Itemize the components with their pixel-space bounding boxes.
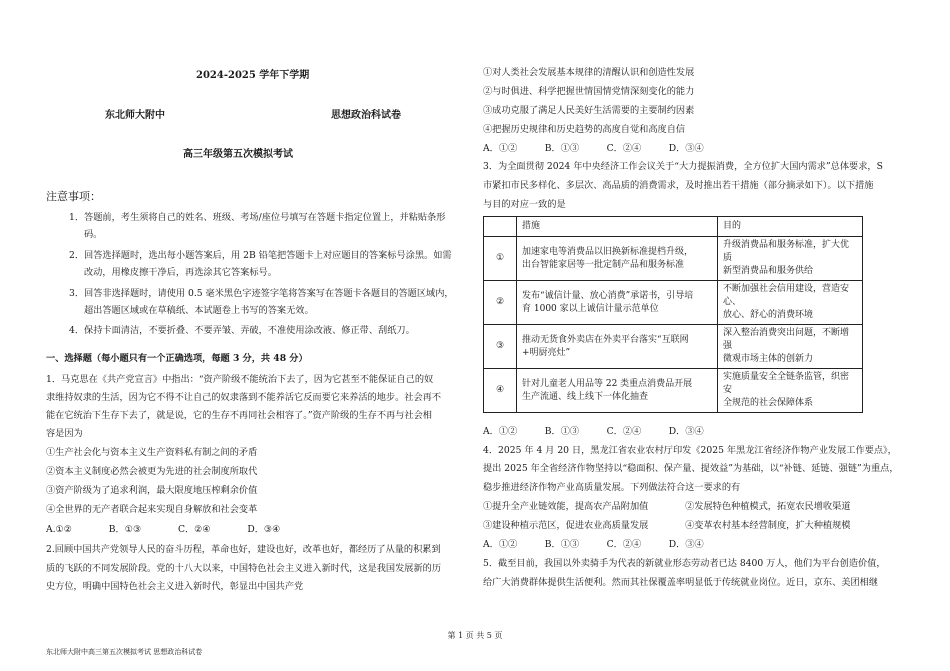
measure-line: 推动无货食外卖店在外卖平台落实“互联网 (522, 334, 689, 345)
table-row (484, 281, 863, 325)
goal-line: 微观市场主体的创新力 (723, 354, 814, 364)
row-number: ② (484, 281, 517, 325)
goal-line: 全规范的社会保障体系 (723, 398, 814, 408)
goal-line: 深入整治消费突出问题，不断增强 (723, 328, 850, 351)
row-number: ① (484, 237, 517, 281)
goal-line: 升级消费品和服务标准，扩大优质 (723, 240, 850, 263)
question-text: 容是因为 (46, 428, 83, 439)
question-text: 2.回顾中国共产党领导人民的奋斗历程，革命也好，建设也好，改革也好，都经历了从量的积累到 (46, 544, 441, 555)
option-line: ①提升全产业链效能，提高农产品附加值 ②发展特色种植模式，拓宽农民增收渠道 (483, 501, 851, 512)
question-text: 5．截至目前，我国以外卖骑手为代表的新就业形态劳动者已达 8400 万人，他们为平台创造价值， (483, 558, 886, 569)
question-text: 提出 2025 年全省经济作物坚持以“稳面积、保产量、提效益”为基础，以“补链、延链、强链”为重点， (483, 463, 899, 474)
option-line: ①对人类社会发展基本规律的清醒认识和创造性发展 (483, 67, 695, 78)
notice-line: 改动，用橡皮擦干净后，再选涂其它答案标号。 (84, 267, 277, 278)
page-number: 第 1 页 共 5 页 (447, 631, 503, 640)
measure-line: 加速家电等消费品以旧换新标准提档升级， (522, 246, 694, 257)
question-text: 1．马克思在《共产党宣言》中指出：“资产阶级不能统治下去了，因为它甚至不能保证自己的奴 (46, 374, 434, 385)
answer-choices: A．①② B．①③ C．②④ D．③④ (483, 539, 704, 550)
notice-line: 2．回答选择题时，选出每小题答案后，用 2B 铅笔把答题卡上对应题目的答案标号涂黑。如需 (69, 250, 452, 261)
measure-line: 生产流通、线上线下一体化抽查 (522, 391, 649, 402)
table-header-cell (484, 217, 517, 237)
measure-line: 出台智能家居等一批定制产品和服务标准 (522, 259, 685, 270)
notice-line: 4．保持卡面清洁，不要折叠、不要弄皱、弄破，不准使用涂改液、修正带、刮纸刀。 (69, 325, 415, 336)
subject-title: 思想政治科试卷 (331, 110, 401, 121)
notice-line: 3．回答非选择题时，请使用 0.5 毫米黑色字迹签字笔将答案写在答题卡各题目的答题区域内， (69, 288, 454, 299)
measure-cell (517, 281, 718, 325)
question-text: 与目的对应一致的是 (483, 199, 566, 210)
notice-line: 1．答题前，考生须将自己的姓名、班级、考场/座位号填写在答题卡指定位置上，并粘贴条形 (69, 212, 446, 223)
table-row (484, 369, 863, 413)
answer-choices: A．①② B．①③ C．②④ D．③④ (483, 143, 704, 154)
option-line: ①生产社会化与资本主义生产资料私有制之间的矛盾 (46, 447, 258, 458)
question-text: 稳步推进经济作物产业高质量发展。下列做法符合这一要求的有 (483, 482, 741, 493)
goal-cell (718, 369, 863, 413)
question-text: 隶维持奴隶的生活，因为它不得不让自己的奴隶落到不能养活它反而要它来养活的地步。社会再不 (46, 392, 442, 403)
option-line: ②资本主义制度必然会被更为先进的社会制度所取代 (46, 466, 258, 477)
question-text: 市紧扣市民多样化、多层次、高品质的消费需求，及时推出若干措施（部分摘录如下）。以下措施 (483, 180, 874, 191)
exam-title: 高三年级第五次模拟考试 (183, 149, 293, 160)
measure-line: 针对儿童老人用品等 22 类重点消费品开展 (522, 378, 693, 389)
measures-table (483, 216, 863, 413)
exam-year: 2024-2025 学年下学期 (196, 70, 310, 81)
table-header-cell: 目的 (718, 217, 863, 237)
measure-line: 发布“诚信计量、放心消费”承诺书，引导培 (522, 290, 694, 301)
goal-cell (718, 325, 863, 369)
measure-line: 育 1000 家以上诚信计量示范单位 (522, 303, 659, 314)
table-row (484, 237, 863, 281)
measure-line: +明厨亮灶” (522, 347, 571, 358)
measure-cell (517, 237, 718, 281)
question-text: 给广大消费群体提供生活便利。然而其社保覆盖率明显低于传统就业岗位。近日，京东、美团相继 (483, 577, 879, 588)
option-line: ③资产阶级为了追求利润，最大限度地压榨剩余价值 (46, 485, 258, 496)
row-number: ③ (484, 325, 517, 369)
row-number: ④ (484, 369, 517, 413)
question-text: 质的飞跃的不同发展阶段。党的十八大以来，中国特色社会主义进入新时代，这是我国发展新的历 (46, 563, 442, 574)
answer-choices: A.①② B．①③ C．②④ D．③④ (46, 524, 281, 535)
section-heading: 一、选择题（每小题只有一个正确选项，每题 3 分，共 48 分） (46, 353, 308, 364)
table-row (484, 325, 863, 369)
measure-cell (517, 369, 718, 413)
measure-cell (517, 325, 718, 369)
answer-choices: A．①② B．①③ C．②④ D．③④ (483, 426, 704, 437)
notice-line: 超出答题区域或在草稿纸、本试题卷上书写的答案无效。 (84, 305, 314, 316)
footer-text: 东北师大附中高三第五次模拟考试 思想政治科试卷 (46, 648, 203, 656)
goal-cell (718, 281, 863, 325)
notice-line: 码。 (84, 229, 103, 240)
option-line: ④把握历史规律和历史趋势的高度自觉和高度自信 (483, 124, 686, 135)
table-header-cell: 措施 (517, 217, 718, 237)
goal-cell (718, 237, 863, 281)
option-line: ③建设种植示范区，促进农业高质量发展 ④变革农村基本经营制度，扩大种植规模 (483, 520, 851, 531)
question-text: 4．2025 年 4 月 20 日，黑龙江省农业农村厅印发《2025 年黑龙江省经济作物产业发展工作要点》， (483, 445, 897, 456)
question-text: 能在它统治下生存下去了，就是说，它的生存不再同社会相容了。”资产阶级的生存不再与社会相 (46, 410, 432, 421)
goal-line: 实施质量安全全链条监管，织密安 (723, 372, 850, 395)
goal-line: 新型消费品和服务供给 (723, 266, 814, 276)
goal-line: 放心、舒心的消费环境 (723, 310, 814, 320)
option-line: ③成功克服了满足人民美好生活需要的主要制约因素 (483, 105, 695, 116)
notice-heading: 注意事项： (46, 190, 101, 203)
question-text: 3．为全面贯彻 2024 年中央经济工作会议关于“大力提振消费，全方位扩大国内需求”总体要求，S (483, 161, 883, 172)
goal-line: 不断加强社会信用建设，营造安心、 (723, 284, 850, 307)
table-header-row (484, 217, 863, 237)
option-line: ④全世界的无产者联合起来实现自身解放和社会变革 (46, 504, 258, 515)
option-line: ②与时俱进、科学把握世情国情党情深刻变化的能力 (483, 86, 695, 97)
question-text: 史方位，明确中国特色社会主义进入新时代，彰显出中国共产党 (46, 581, 304, 592)
school-name: 东北师大附中 (105, 110, 165, 121)
